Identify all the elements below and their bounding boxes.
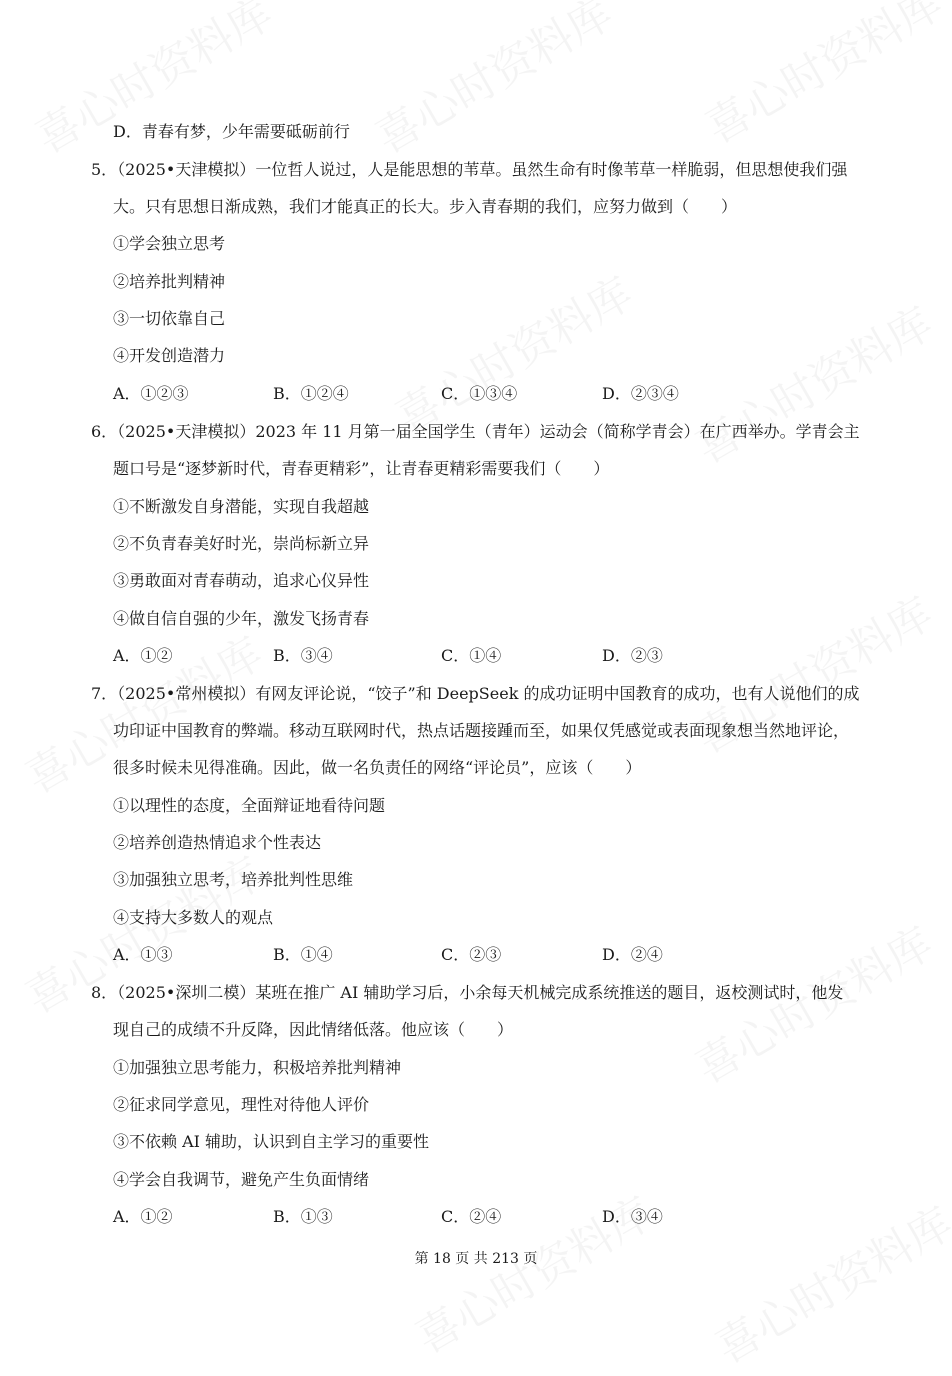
q7-choice-a: A．①③ xyxy=(113,945,173,964)
q6-choices xyxy=(113,645,713,667)
q6-item-4: ④做自信自强的少年，激发飞扬青春 xyxy=(113,609,370,628)
watermark xyxy=(692,0,952,156)
page-footer: 第 18 页 共 213 页 xyxy=(414,1251,538,1267)
q7-choices xyxy=(113,944,713,966)
q7-choice-d: D．②④ xyxy=(602,945,663,964)
watermark xyxy=(702,1188,952,1375)
q5-item-4: ④开发创造潜力 xyxy=(113,346,226,365)
q7-stem-line3: 很多时候未见得准确。因此，做一名负责任的网络“评论员”，应该（ ） xyxy=(113,758,642,777)
q5-item-2: ②培养批判精神 xyxy=(113,272,226,291)
q6-choice-b: B．③④ xyxy=(273,646,333,665)
q7-choice-c: C．②③ xyxy=(441,945,502,964)
watermark xyxy=(382,258,643,445)
q6-stem-line2: 题口号是“逐梦新时代，青春更精彩”，让青春更精彩需要我们（ ） xyxy=(113,459,610,478)
q8-stem-line2: 现自己的成绩不升反降，因此情绪低落。他应该（ ） xyxy=(113,1020,514,1039)
q7-item-4: ④支持大多数人的观点 xyxy=(113,908,274,927)
q5-stem-line2: 大。只有思想日渐成熟，我们才能真正的长大。步入青春期的我们，应努力做到（ ） xyxy=(113,197,738,216)
q5-choices xyxy=(113,383,713,405)
q5-choice-b: B．①②④ xyxy=(273,384,349,403)
q6-choice-c: C．①④ xyxy=(441,646,502,665)
q8-choice-a: A．①② xyxy=(113,1207,173,1226)
q8-choice-d: D．③④ xyxy=(602,1207,663,1226)
watermark xyxy=(362,0,623,166)
q6-item-1: ①不断激发自身潜能，实现自我超越 xyxy=(113,497,370,516)
q7-item-3: ③加强独立思考，培养批判性思维 xyxy=(113,870,354,889)
q8-choice-b: B．①③ xyxy=(273,1207,333,1226)
q6-item-2: ②不负青春美好时光，崇尚标新立异 xyxy=(113,534,370,553)
q6-item-3: ③勇敢面对青春萌动，追求心仪异性 xyxy=(113,571,370,590)
q8-choice-c: C．②④ xyxy=(441,1207,502,1226)
watermark xyxy=(682,288,943,475)
q8-item-2: ②征求同学意见，理性对待他人评价 xyxy=(113,1095,370,1114)
q8-stem-line1: 8．（2025•深圳二模）某班在推广 AI 辅助学习后，小余每天机械完成系统推送的题目，返校测试时，他发 xyxy=(91,983,844,1002)
q6-choice-a: A．①② xyxy=(113,646,173,665)
q5-choice-a: A．①②③ xyxy=(113,384,189,403)
q5-stem-line1: 5．（2025•天津模拟）一位哲人说过，人是能思想的苇草。虽然生命有时像苇草一样脆弱，但思想使我们强 xyxy=(91,160,848,179)
q5-item-3: ③一切依靠自己 xyxy=(113,309,226,328)
q5-item-1: ①学会独立思考 xyxy=(113,234,226,253)
q7-item-1: ①以理性的态度，全面辩证地看待问题 xyxy=(113,796,386,815)
q6-stem-line1: 6．（2025•天津模拟）2023 年 11 月第一届全国学生（青年）运动会（简称学青会）在广西举办。学青会主 xyxy=(91,422,860,441)
q5-choice-d: D．②③④ xyxy=(602,384,679,403)
q8-item-3: ③不依赖 AI 辅助，认识到自主学习的重要性 xyxy=(113,1132,430,1151)
q8-choices xyxy=(113,1206,713,1228)
q7-stem-line2: 功印证中国教育的弊端。移动互联网时代，热点话题接踵而至，如果仅凭感觉或表面现象想当然地评论， xyxy=(113,721,850,740)
q8-item-4: ④学会自我调节，避免产生负面情绪 xyxy=(113,1170,370,1189)
q6-choice-d: D．②③ xyxy=(602,646,663,665)
q7-choice-b: B．①④ xyxy=(273,945,333,964)
q8-item-1: ①加强独立思考能力，积极培养批判精神 xyxy=(113,1058,402,1077)
q7-item-2: ②培养创造热情追求个性表达 xyxy=(113,833,322,852)
q7-stem-line1: 7．（2025•常州模拟）有网友评论说，“饺子”和 DeepSeek 的成功证明中国教育的成功，也有人说他们的成 xyxy=(91,684,860,703)
q4-option-d: D．青春有梦，少年需要砥砺前行 xyxy=(113,122,350,141)
q5-choice-c: C．①③④ xyxy=(441,384,518,403)
